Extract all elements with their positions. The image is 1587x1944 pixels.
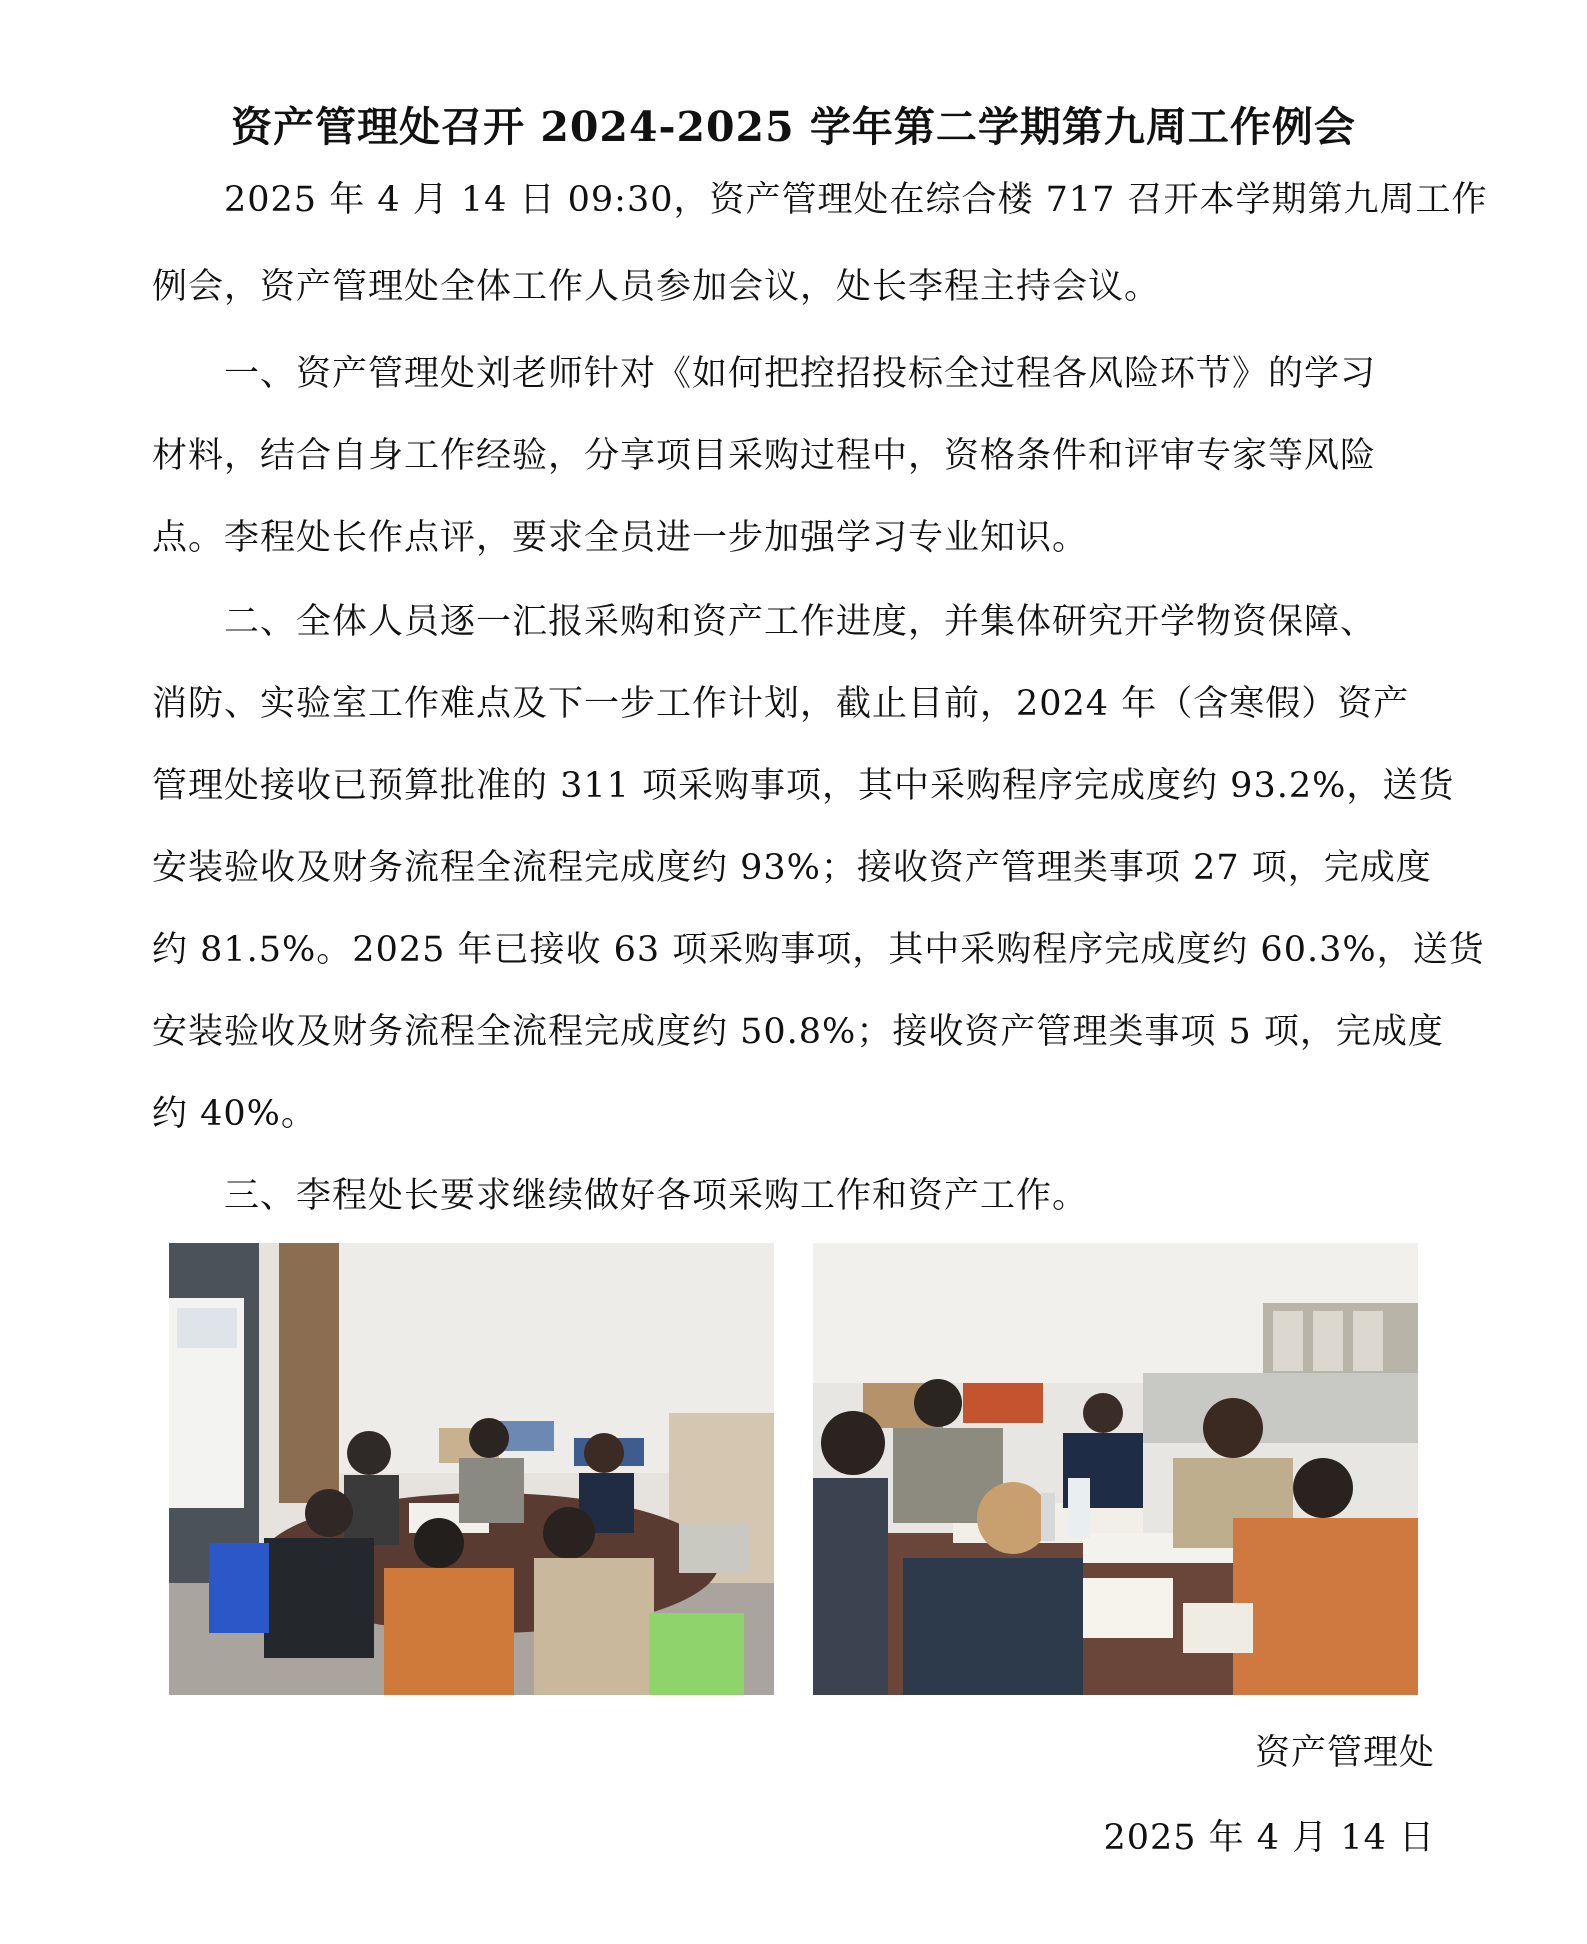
paragraph-line: 2025 年 4 月 14 日 09:30，资产管理处在综合楼 717 召开本学期第九周工作 (224, 180, 1488, 220)
paragraph-line: 约 81.5%。2025 年已接收 63 项采购事项，其中采购程序完成度约 60.3%，送货 (152, 930, 1485, 970)
paragraph-line: 材料，结合自身工作经验，分享项目采购过程中，资格条件和评审专家等风险 (152, 436, 1377, 476)
paragraph-line: 安装验收及财务流程全流程完成度约 93%；接收资产管理类事项 27 项，完成度 (152, 848, 1432, 888)
signature-department: 资产管理处 (1254, 1733, 1435, 1773)
paragraph-line: 例会，资产管理处全体工作人员参加会议，处长李程主持会议。 (152, 267, 1161, 307)
meeting-photo-left-image (169, 1243, 774, 1695)
paragraph-line: 约 40%。 (152, 1094, 317, 1134)
paragraph-line: 管理处接收已预算批准的 311 项采购事项，其中采购程序完成度约 93.2%，送货 (152, 766, 1455, 806)
paragraph-line: 三、李程处长要求继续做好各项采购工作和资产工作。 (224, 1176, 1089, 1216)
meeting-photo-left (169, 1243, 774, 1695)
paragraph-line: 安装验收及财务流程全流程完成度约 50.8%；接收资产管理类事项 5 项，完成度 (152, 1012, 1444, 1052)
signature-date: 2025 年 4 月 14 日 (1103, 1818, 1435, 1858)
paragraph-line: 点。李程处长作点评，要求全员进一步加强学习专业知识。 (152, 518, 1089, 558)
paragraph-line: 消防、实验室工作难点及下一步工作计划，截止目前，2024 年（含寒假）资产 (152, 684, 1410, 724)
paragraph-line: 二、全体人员逐一汇报采购和资产工作进度，并集体研究开学物资保障、 (224, 602, 1377, 642)
meeting-photo-right-image (813, 1243, 1418, 1695)
paragraph-line: 一、资产管理处刘老师针对《如何把控招投标全过程各风险环节》的学习 (224, 354, 1377, 394)
meeting-photo-right (813, 1243, 1418, 1695)
document-title: 资产管理处召开 2024-2025 学年第二学期第九周工作例会 (231, 103, 1356, 151)
